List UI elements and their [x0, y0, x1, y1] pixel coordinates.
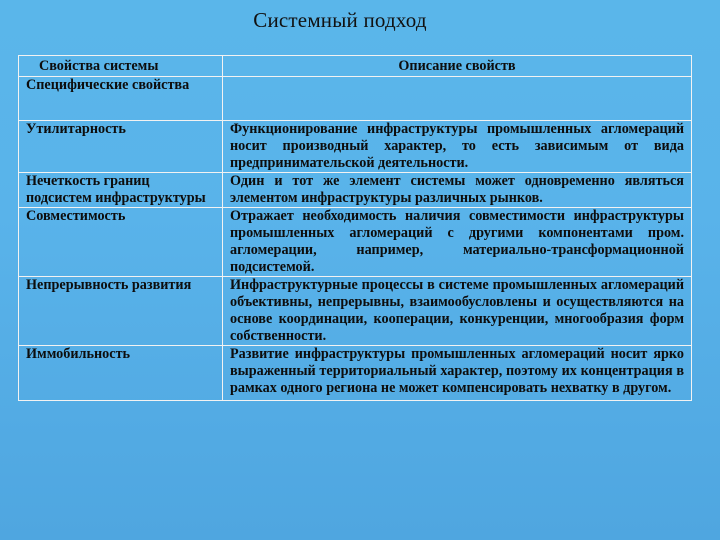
- table-row: [19, 77, 692, 121]
- table-row: [19, 277, 692, 346]
- description-cell: [223, 77, 692, 121]
- description-cell: Один и тот же элемент системы может одновременно являться элементом инфраструктуры различных рынков.: [223, 173, 692, 208]
- description-cell: Функционирование инфраструктуры промышленных агломераций носит производный характер, то есть зависимым от вида предпринимательской деятельности.: [223, 121, 692, 173]
- property-cell: Нечеткость границ подсистем инфраструктуры: [19, 173, 223, 208]
- properties-table: [18, 55, 692, 401]
- table-row: [19, 208, 692, 277]
- header-description: Описание свойств: [223, 56, 692, 77]
- header-properties: Свойства системы: [19, 56, 223, 77]
- description-cell: Инфраструктурные процессы в системе промышленных агломераций объективны, непрерывны, взаимообусловлены и осуществляются на основе координации, кооперации, конкуренции, многообразия форм собственности.: [223, 277, 692, 346]
- description-cell: Отражает необходимость наличия совместимости инфраструктуры промышленных агломераций с другими компонентами пром. агломерации, например, материально-трансформационной подсистемой.: [223, 208, 692, 277]
- property-cell: Утилитарность: [19, 121, 223, 173]
- property-cell: Иммобильность: [19, 346, 223, 401]
- property-cell: Специфические свойства: [19, 77, 223, 121]
- slide-title: Системный подход: [253, 8, 427, 32]
- description-cell: Развитие инфраструктуры промышленных агломераций носит ярко выраженный территориальный характер, поэтому их концентрация в рамках одного региона не может компенсировать нехватку в другом.: [223, 346, 692, 401]
- property-cell: Совместимость: [19, 208, 223, 277]
- table-row: [19, 346, 692, 401]
- property-cell: Непрерывность развития: [19, 277, 223, 346]
- table-row: [19, 121, 692, 173]
- table-row: [19, 173, 692, 208]
- table-header-row: [19, 56, 692, 77]
